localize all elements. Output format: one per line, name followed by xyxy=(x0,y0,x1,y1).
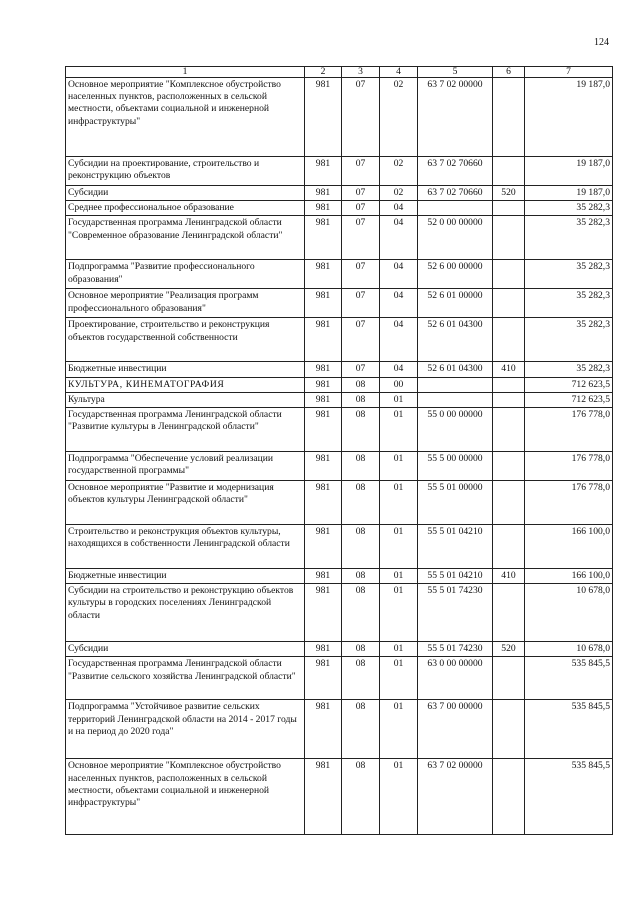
col-header: 1 xyxy=(66,67,305,78)
row-name: Основное мероприятие "Развитие и модернизация объектов культуры Ленинградской области" xyxy=(66,481,305,525)
row-section-code: 07 xyxy=(342,216,380,260)
table-row xyxy=(66,157,613,186)
col-header: 4 xyxy=(380,67,418,78)
row-grbs-code: 981 xyxy=(305,289,342,318)
row-section-code: 08 xyxy=(342,452,380,481)
row-amount: 19 187,0 xyxy=(525,78,613,157)
table-row xyxy=(66,289,613,318)
row-amount: 19 187,0 xyxy=(525,186,613,201)
table-row xyxy=(66,260,613,289)
table-row xyxy=(66,318,613,362)
row-expense-type xyxy=(493,289,525,318)
row-subsection-code: 01 xyxy=(380,525,418,569)
row-grbs-code: 981 xyxy=(305,362,342,377)
row-amount: 535 845,5 xyxy=(525,700,613,759)
row-subsection-code: 01 xyxy=(380,642,418,657)
row-section-code: 07 xyxy=(342,186,380,201)
row-grbs-code: 981 xyxy=(305,642,342,657)
row-target-article: 63 0 00 00000 xyxy=(418,657,493,700)
row-name: Основное мероприятие "Комплексное обустройство населенных пунктов, расположенных в сельской местности, объектами социальной и инженерной инфраструктуры" xyxy=(66,78,305,157)
table-row xyxy=(66,78,613,157)
row-expense-type xyxy=(493,78,525,157)
row-expense-type xyxy=(493,584,525,642)
table-row xyxy=(66,377,613,392)
row-amount: 166 100,0 xyxy=(525,525,613,569)
row-section-code: 07 xyxy=(342,318,380,362)
row-target-article xyxy=(418,377,493,392)
row-subsection-code: 01 xyxy=(380,657,418,700)
row-grbs-code: 981 xyxy=(305,700,342,759)
table-row xyxy=(66,569,613,584)
row-amount: 10 678,0 xyxy=(525,584,613,642)
row-section-code: 08 xyxy=(342,700,380,759)
row-target-article: 63 7 02 00000 xyxy=(418,78,493,157)
table-row xyxy=(66,452,613,481)
row-expense-type xyxy=(493,452,525,481)
row-name: Бюджетные инвестиции xyxy=(66,569,305,584)
row-grbs-code: 981 xyxy=(305,569,342,584)
table-row xyxy=(66,700,613,759)
row-expense-type xyxy=(493,657,525,700)
row-amount: 35 282,3 xyxy=(525,362,613,377)
row-name: Субсидии xyxy=(66,642,305,657)
table-row xyxy=(66,362,613,377)
row-subsection-code: 02 xyxy=(380,157,418,186)
row-target-article: 55 5 01 74230 xyxy=(418,642,493,657)
row-amount: 166 100,0 xyxy=(525,569,613,584)
row-expense-type xyxy=(493,700,525,759)
row-subsection-code: 02 xyxy=(380,186,418,201)
row-subsection-code: 01 xyxy=(380,759,418,835)
row-target-article: 63 7 00 00000 xyxy=(418,700,493,759)
row-grbs-code: 981 xyxy=(305,318,342,362)
row-section-code: 07 xyxy=(342,157,380,186)
row-name: Субсидии xyxy=(66,186,305,201)
row-section-code: 08 xyxy=(342,377,380,392)
row-amount: 176 778,0 xyxy=(525,408,613,452)
table-row xyxy=(66,759,613,835)
table-row xyxy=(66,201,613,216)
row-target-article xyxy=(418,392,493,407)
row-subsection-code: 04 xyxy=(380,260,418,289)
row-subsection-code: 04 xyxy=(380,289,418,318)
row-amount: 35 282,3 xyxy=(525,201,613,216)
row-name: Государственная программа Ленинградской области "Развитие культуры в Ленинградской области" xyxy=(66,408,305,452)
row-section-code: 08 xyxy=(342,759,380,835)
row-grbs-code: 981 xyxy=(305,377,342,392)
row-section-code: 07 xyxy=(342,201,380,216)
row-expense-type xyxy=(493,201,525,216)
row-subsection-code: 04 xyxy=(380,318,418,362)
row-target-article: 55 5 01 00000 xyxy=(418,481,493,525)
row-grbs-code: 981 xyxy=(305,201,342,216)
row-amount: 19 187,0 xyxy=(525,157,613,186)
row-grbs-code: 981 xyxy=(305,157,342,186)
row-grbs-code: 981 xyxy=(305,657,342,700)
row-subsection-code: 01 xyxy=(380,408,418,452)
table-row xyxy=(66,392,613,407)
row-target-article xyxy=(418,201,493,216)
row-name: Подпрограмма "Устойчивое развитие сельских территорий Ленинградской области на 2014 - 2017 годы и на период до 2020 года" xyxy=(66,700,305,759)
row-amount: 35 282,3 xyxy=(525,216,613,260)
row-target-article: 52 6 01 04300 xyxy=(418,318,493,362)
row-name: КУЛЬТУРА, КИНЕМАТОГРАФИЯ xyxy=(66,377,305,392)
row-amount: 712 623,5 xyxy=(525,377,613,392)
row-grbs-code: 981 xyxy=(305,452,342,481)
row-name: Строительство и реконструкция объектов культуры, находящихся в собственности Ленинградской области xyxy=(66,525,305,569)
row-name: Подпрограмма "Обеспечение условий реализации государственной программы" xyxy=(66,452,305,481)
row-name: Среднее профессиональное образование xyxy=(66,201,305,216)
row-expense-type xyxy=(493,157,525,186)
row-expense-type xyxy=(493,759,525,835)
row-grbs-code: 981 xyxy=(305,216,342,260)
row-target-article: 55 0 00 00000 xyxy=(418,408,493,452)
row-amount: 176 778,0 xyxy=(525,452,613,481)
row-section-code: 07 xyxy=(342,78,380,157)
table-row xyxy=(66,525,613,569)
row-name: Бюджетные инвестиции xyxy=(66,362,305,377)
row-subsection-code: 00 xyxy=(380,377,418,392)
row-subsection-code: 01 xyxy=(380,700,418,759)
col-header: 2 xyxy=(305,67,342,78)
row-amount: 35 282,3 xyxy=(525,318,613,362)
row-section-code: 08 xyxy=(342,408,380,452)
col-header: 6 xyxy=(493,67,525,78)
row-grbs-code: 981 xyxy=(305,78,342,157)
row-subsection-code: 04 xyxy=(380,362,418,377)
row-grbs-code: 981 xyxy=(305,525,342,569)
row-name: Культура xyxy=(66,392,305,407)
row-expense-type xyxy=(493,392,525,407)
row-expense-type: 520 xyxy=(493,186,525,201)
row-expense-type xyxy=(493,377,525,392)
row-expense-type: 410 xyxy=(493,362,525,377)
table-row xyxy=(66,408,613,452)
row-name: Проектирование, строительство и реконструкция объектов государственной собственности xyxy=(66,318,305,362)
row-subsection-code: 02 xyxy=(380,78,418,157)
row-expense-type xyxy=(493,216,525,260)
table-row xyxy=(66,642,613,657)
row-expense-type xyxy=(493,481,525,525)
row-expense-type xyxy=(493,260,525,289)
row-amount: 176 778,0 xyxy=(525,481,613,525)
row-section-code: 08 xyxy=(342,392,380,407)
row-name: Подпрограмма "Развитие профессионального образования" xyxy=(66,260,305,289)
table-row xyxy=(66,216,613,260)
table-row xyxy=(66,584,613,642)
header-row xyxy=(66,67,613,78)
row-target-article: 55 5 01 04210 xyxy=(418,569,493,584)
row-grbs-code: 981 xyxy=(305,584,342,642)
row-grbs-code: 981 xyxy=(305,481,342,525)
row-subsection-code: 04 xyxy=(380,216,418,260)
row-subsection-code: 04 xyxy=(380,201,418,216)
row-target-article: 52 6 01 00000 xyxy=(418,289,493,318)
row-grbs-code: 981 xyxy=(305,408,342,452)
row-target-article: 55 5 01 74230 xyxy=(418,584,493,642)
row-amount: 35 282,3 xyxy=(525,289,613,318)
row-section-code: 08 xyxy=(342,481,380,525)
page-number: 124 xyxy=(594,37,609,48)
row-target-article: 63 7 02 70660 xyxy=(418,157,493,186)
row-target-article: 52 0 00 00000 xyxy=(418,216,493,260)
row-name: Субсидии на проектирование, строительство и реконструкцию объектов xyxy=(66,157,305,186)
row-section-code: 08 xyxy=(342,657,380,700)
row-subsection-code: 01 xyxy=(380,481,418,525)
row-target-article: 55 5 00 00000 xyxy=(418,452,493,481)
row-target-article: 52 6 00 00000 xyxy=(418,260,493,289)
row-section-code: 08 xyxy=(342,525,380,569)
row-amount: 35 282,3 xyxy=(525,260,613,289)
row-name: Государственная программа Ленинградской области "Современное образование Ленинградской области" xyxy=(66,216,305,260)
row-expense-type xyxy=(493,525,525,569)
row-grbs-code: 981 xyxy=(305,759,342,835)
row-subsection-code: 01 xyxy=(380,569,418,584)
row-grbs-code: 981 xyxy=(305,186,342,201)
row-name: Субсидии на строительство и реконструкцию объектов культуры в городских поселениях Ленинградской области xyxy=(66,584,305,642)
col-header: 3 xyxy=(342,67,380,78)
row-section-code: 07 xyxy=(342,260,380,289)
row-target-article: 63 7 02 70660 xyxy=(418,186,493,201)
row-section-code: 07 xyxy=(342,289,380,318)
row-name: Основное мероприятие "Комплексное обустройство населенных пунктов, расположенных в сельской местности, объектами социальной и инженерной инфраструктуры" xyxy=(66,759,305,835)
col-header: 7 xyxy=(525,67,613,78)
table-row xyxy=(66,657,613,700)
row-amount: 535 845,5 xyxy=(525,759,613,835)
row-expense-type xyxy=(493,408,525,452)
row-grbs-code: 981 xyxy=(305,260,342,289)
row-target-article: 52 6 01 04300 xyxy=(418,362,493,377)
row-amount: 535 845,5 xyxy=(525,657,613,700)
col-header: 5 xyxy=(418,67,493,78)
row-amount: 10 678,0 xyxy=(525,642,613,657)
table-row xyxy=(66,481,613,525)
row-section-code: 07 xyxy=(342,362,380,377)
row-subsection-code: 01 xyxy=(380,392,418,407)
budget-table xyxy=(65,66,613,835)
row-target-article: 63 7 02 00000 xyxy=(418,759,493,835)
row-amount: 712 623,5 xyxy=(525,392,613,407)
row-target-article: 55 5 01 04210 xyxy=(418,525,493,569)
row-subsection-code: 01 xyxy=(380,584,418,642)
row-expense-type: 520 xyxy=(493,642,525,657)
row-section-code: 08 xyxy=(342,584,380,642)
row-grbs-code: 981 xyxy=(305,392,342,407)
row-expense-type: 410 xyxy=(493,569,525,584)
row-subsection-code: 01 xyxy=(380,452,418,481)
table-row xyxy=(66,186,613,201)
row-expense-type xyxy=(493,318,525,362)
row-section-code: 08 xyxy=(342,642,380,657)
row-section-code: 08 xyxy=(342,569,380,584)
row-name: Государственная программа Ленинградской области "Развитие сельского хозяйства Ленинградской области" xyxy=(66,657,305,700)
row-name: Основное мероприятие "Реализация программ профессионального образования" xyxy=(66,289,305,318)
